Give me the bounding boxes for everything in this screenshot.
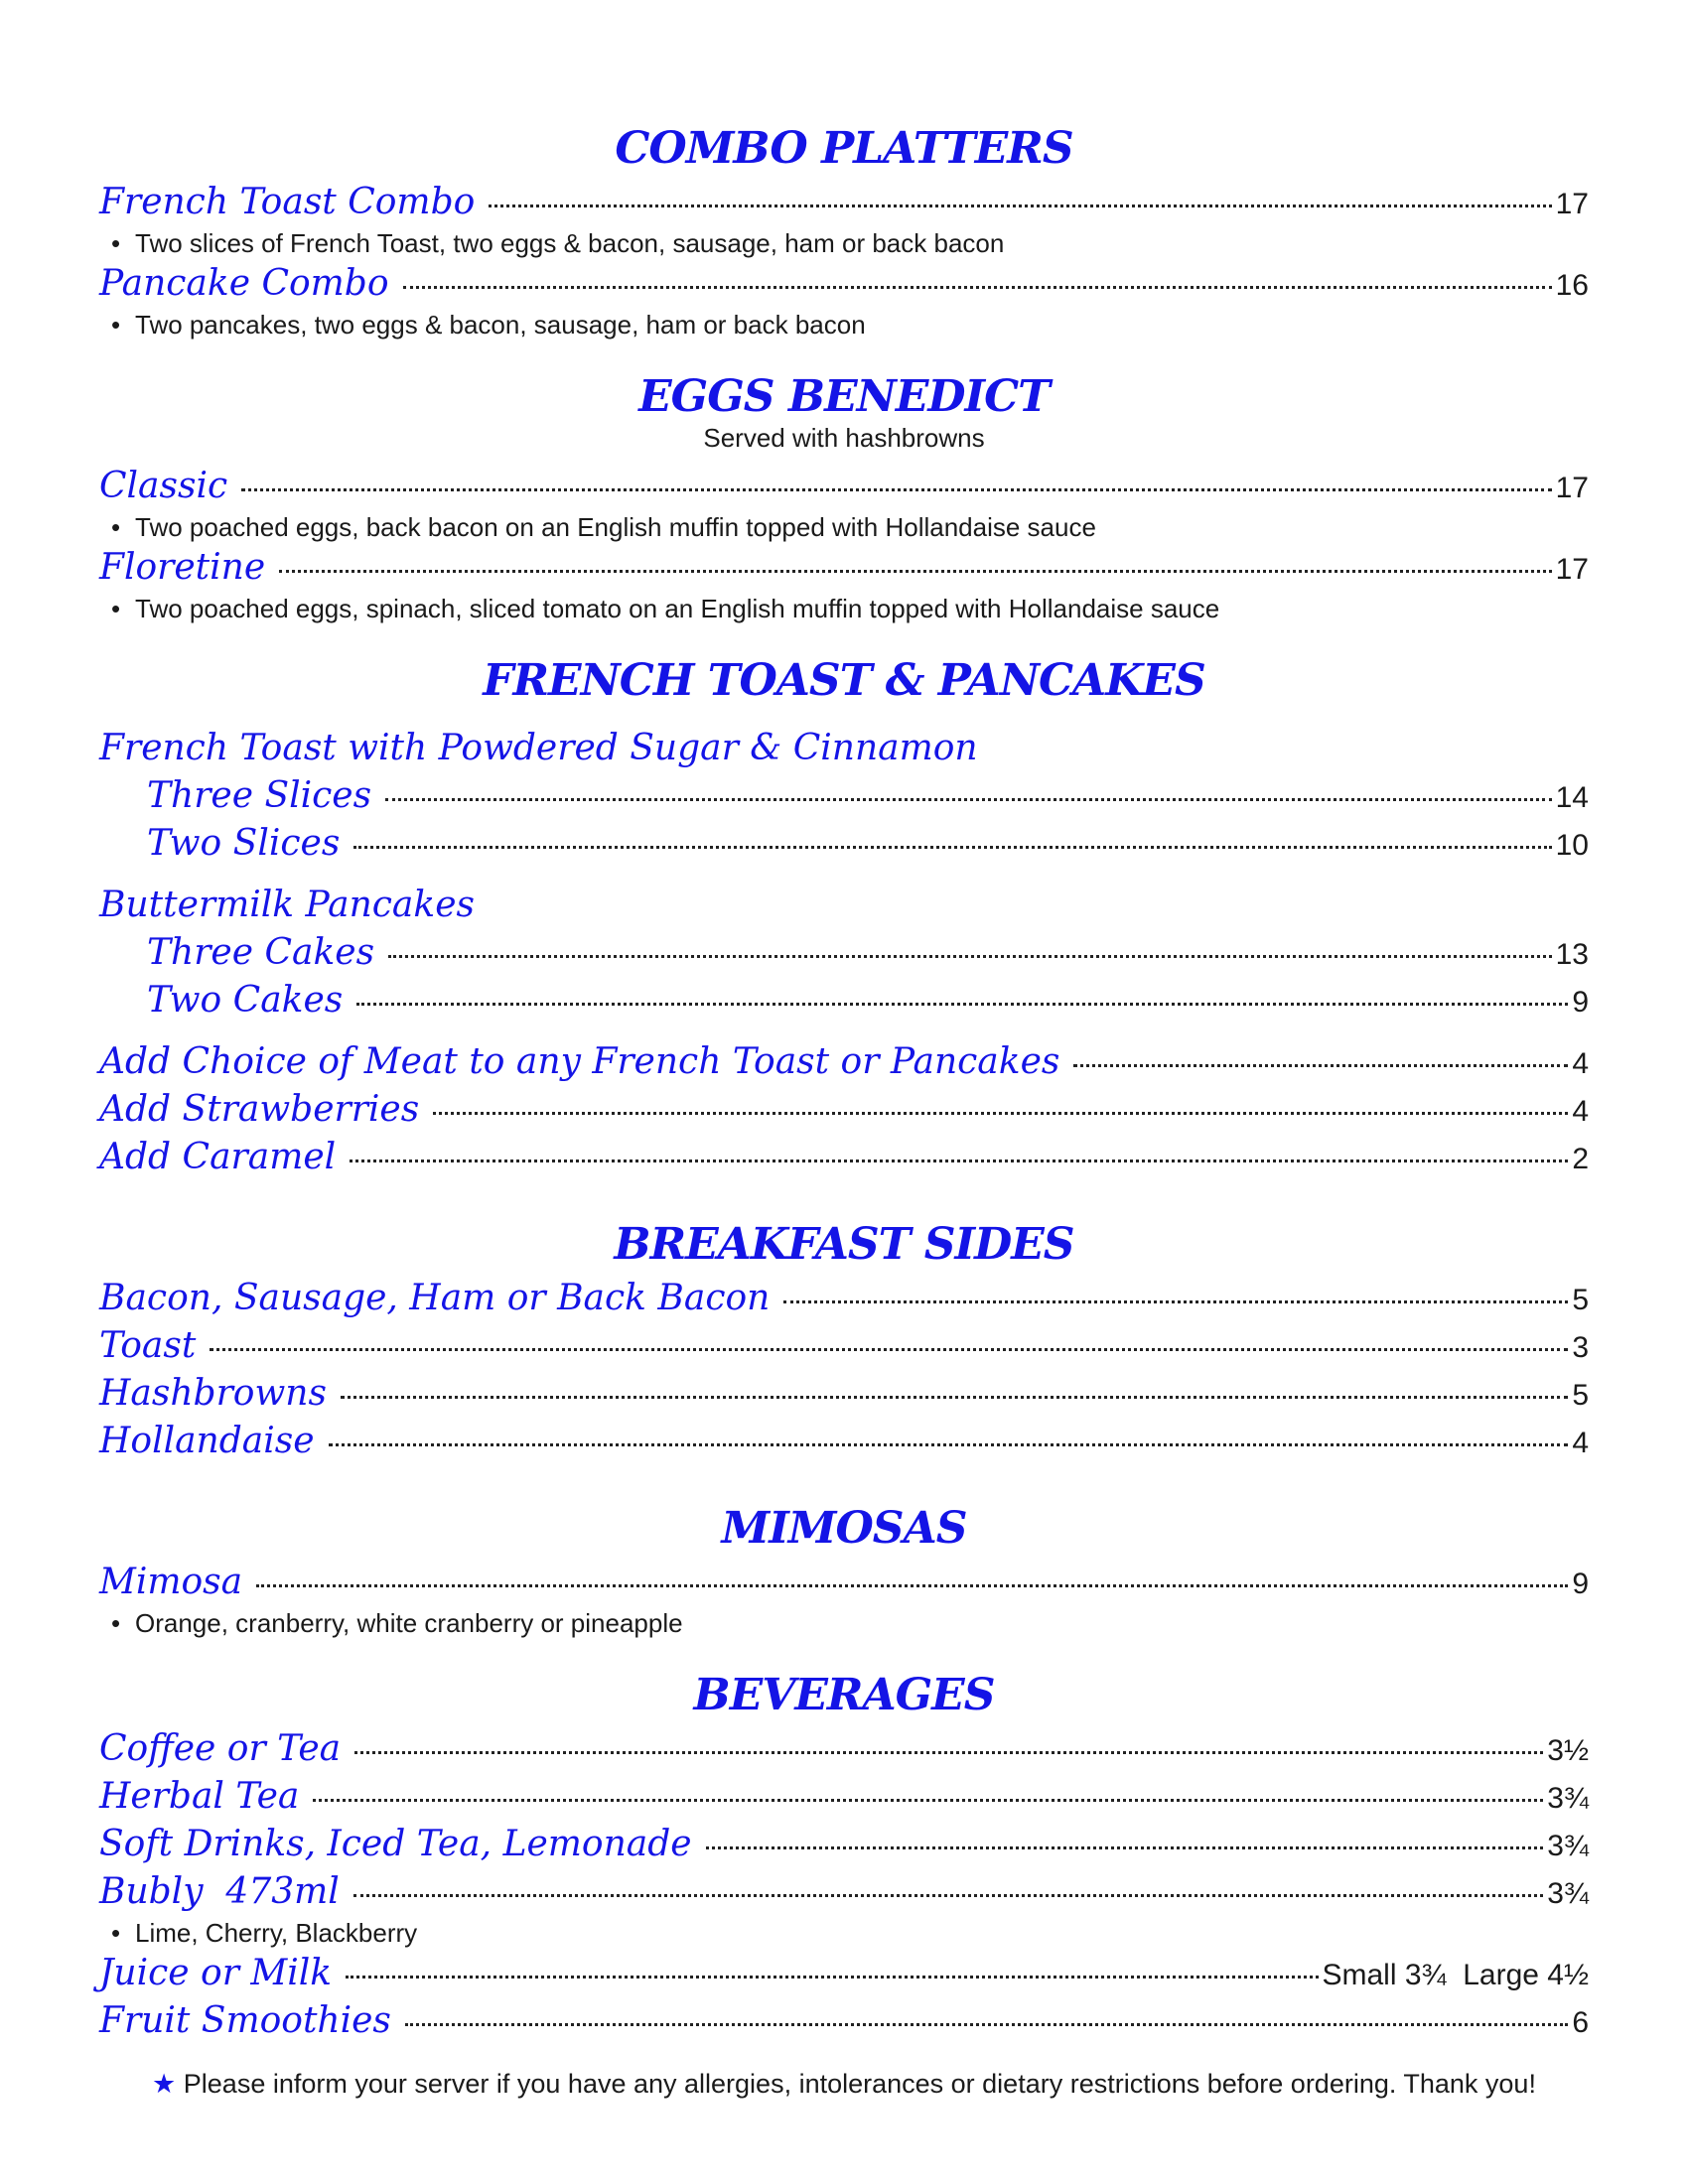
dot-leader bbox=[353, 846, 1551, 849]
item-name: Hashbrowns bbox=[99, 1373, 327, 1414]
item-price: 17 bbox=[1555, 472, 1589, 504]
dot-leader bbox=[356, 1003, 1568, 1006]
item-name: French Toast Combo bbox=[99, 182, 476, 222]
section-french-toast-pancakes bbox=[99, 651, 1589, 1181]
section-title: COMBO PLATTERS bbox=[615, 123, 1073, 174]
item-name: Bacon, Sausage, Ham or Back Bacon bbox=[99, 1278, 771, 1318]
menu-item bbox=[99, 1275, 1589, 1322]
bullet-icon: • bbox=[111, 594, 121, 623]
section-mimosas bbox=[99, 1499, 1589, 1640]
dot-leader bbox=[1073, 1064, 1568, 1067]
section-beverages bbox=[99, 1666, 1589, 2045]
dot-leader bbox=[341, 1396, 1568, 1399]
section-title: BREAKFAST SIDES bbox=[614, 1219, 1074, 1270]
addon-item bbox=[99, 1086, 1589, 1134]
item-price: 4 bbox=[1572, 1427, 1589, 1459]
bullet-icon: • bbox=[111, 228, 121, 258]
menu-option bbox=[99, 820, 1589, 868]
menu-option bbox=[99, 929, 1589, 977]
dot-leader bbox=[210, 1348, 1568, 1351]
dot-leader bbox=[385, 798, 1552, 801]
addon-price: 4 bbox=[1572, 1095, 1589, 1128]
option-price: 14 bbox=[1555, 781, 1589, 814]
dot-leader bbox=[279, 570, 1551, 573]
item-price: 6 bbox=[1572, 2006, 1589, 2039]
section-title: MIMOSAS bbox=[721, 1503, 967, 1554]
item-description: • Orange, cranberry, white cranberry or pineapple bbox=[111, 1608, 683, 1638]
dot-leader bbox=[706, 1846, 1544, 1849]
item-description: • Two slices of French Toast, two eggs & bacon, sausage, ham or back bacon bbox=[111, 228, 1005, 258]
item-name: Juice or Milk bbox=[99, 1953, 333, 1993]
item-price: 3 bbox=[1572, 1331, 1589, 1364]
item-description: • Two poached eggs, spinach, sliced tomato on an English muffin topped with Hollandaise sauce bbox=[111, 594, 1220, 623]
dot-leader bbox=[241, 488, 1551, 491]
menu-item bbox=[99, 1370, 1589, 1418]
dot-leader bbox=[256, 1584, 1568, 1587]
menu-item bbox=[99, 544, 1589, 592]
menu-item bbox=[99, 1997, 1589, 2045]
option-price: 9 bbox=[1572, 986, 1589, 1019]
menu-item bbox=[99, 463, 1589, 510]
section-title: BEVERAGES bbox=[693, 1670, 995, 1720]
section-title: EGGS BENEDICT bbox=[638, 371, 1050, 422]
dot-leader bbox=[783, 1300, 1568, 1303]
item-name: Toast bbox=[99, 1325, 197, 1366]
item-name: Bubly 473ml bbox=[99, 1871, 340, 1912]
allergy-notice-text: Please inform your server if you have any allergies, intolerances or dietary restrictions before ordering. Thank you! bbox=[183, 2069, 1536, 2099]
item-price: 9 bbox=[1572, 1568, 1589, 1600]
item-name: Classic bbox=[99, 466, 228, 506]
dot-leader bbox=[353, 1894, 1543, 1897]
section-combo-platters bbox=[99, 119, 1589, 341]
menu-item bbox=[99, 179, 1589, 226]
section-eggs-benedict bbox=[99, 367, 1589, 625]
menu-item bbox=[99, 1821, 1589, 1868]
menu-item bbox=[99, 1725, 1589, 1773]
item-price: 5 bbox=[1572, 1284, 1589, 1316]
menu-item bbox=[99, 1773, 1589, 1821]
addon-item bbox=[99, 1134, 1589, 1181]
dot-leader bbox=[403, 286, 1552, 289]
menu-option bbox=[99, 977, 1589, 1024]
dot-leader bbox=[489, 205, 1551, 207]
section-title: FRENCH TOAST & PANCAKES bbox=[483, 655, 1205, 706]
bullet-icon: • bbox=[111, 1608, 121, 1638]
menu-item bbox=[99, 1868, 1589, 1916]
item-price: 3¾ bbox=[1547, 1830, 1589, 1862]
dot-leader bbox=[313, 1799, 1543, 1802]
option-name: Three Slices bbox=[147, 775, 372, 816]
bullet-icon: • bbox=[111, 310, 121, 340]
addon-name: Add Choice of Meat to any French Toast or Pancakes bbox=[99, 1041, 1060, 1082]
option-name: Two Cakes bbox=[147, 980, 344, 1021]
item-price: 16 bbox=[1555, 269, 1589, 302]
addon-item bbox=[99, 1038, 1589, 1086]
item-name: Fruit Smoothies bbox=[99, 2000, 391, 2041]
item-price: 5 bbox=[1572, 1379, 1589, 1412]
dot-leader bbox=[354, 1751, 1543, 1754]
item-description: • Two pancakes, two eggs & bacon, sausage, ham or back bacon bbox=[111, 310, 866, 340]
addon-name: Add Caramel bbox=[99, 1137, 337, 1177]
section-subtitle: Served with hashbrowns bbox=[703, 423, 985, 453]
addon-price: 2 bbox=[1572, 1143, 1589, 1175]
item-name: Herbal Tea bbox=[99, 1776, 300, 1817]
dot-leader bbox=[329, 1443, 1569, 1446]
item-price: 17 bbox=[1555, 553, 1589, 586]
dot-leader bbox=[346, 1976, 1318, 1979]
addon-name: Add Strawberries bbox=[99, 1089, 420, 1130]
allergy-notice bbox=[99, 2069, 1589, 2100]
menu-item bbox=[99, 1950, 1589, 1997]
menu-option bbox=[99, 772, 1589, 820]
addon-price: 4 bbox=[1572, 1047, 1589, 1080]
item-price: 3¾ bbox=[1547, 1782, 1589, 1815]
section-breakfast-sides bbox=[99, 1215, 1589, 1465]
star-icon: ★ bbox=[152, 2069, 177, 2099]
bullet-icon: • bbox=[111, 512, 121, 542]
item-price: 17 bbox=[1555, 188, 1589, 220]
menu-item bbox=[99, 1322, 1589, 1370]
menu-item bbox=[99, 260, 1589, 308]
item-price: Small 3¾ Large 4½ bbox=[1322, 1959, 1589, 1991]
item-price: 3¾ bbox=[1547, 1877, 1589, 1910]
menu-item bbox=[99, 1418, 1589, 1465]
item-name: Soft Drinks, Iced Tea, Lemonade bbox=[99, 1824, 692, 1864]
menu-item bbox=[99, 1559, 1589, 1606]
item-description: • Lime, Cherry, Blackberry bbox=[111, 1918, 418, 1948]
dot-leader bbox=[405, 2023, 1568, 2026]
dot-leader bbox=[350, 1160, 1568, 1162]
item-description: • Two poached eggs, back bacon on an English muffin topped with Hollandaise sauce bbox=[111, 512, 1096, 542]
item-price: 3½ bbox=[1547, 1734, 1589, 1767]
item-name: Coffee or Tea bbox=[99, 1728, 342, 1769]
dot-leader bbox=[433, 1112, 1568, 1115]
option-price: 10 bbox=[1555, 829, 1589, 862]
option-name: Two Slices bbox=[147, 823, 341, 864]
group-heading: French Toast with Powdered Sugar & Cinnamon bbox=[99, 728, 978, 768]
dot-leader bbox=[388, 955, 1552, 958]
item-name: Hollandaise bbox=[99, 1421, 315, 1461]
item-name: Mimosa bbox=[99, 1562, 243, 1602]
option-price: 13 bbox=[1555, 938, 1589, 971]
item-name: Pancake Combo bbox=[99, 263, 389, 304]
bullet-icon: • bbox=[111, 1918, 121, 1948]
group-heading: Buttermilk Pancakes bbox=[99, 885, 475, 925]
item-name: Floretine bbox=[99, 547, 266, 588]
option-name: Three Cakes bbox=[147, 932, 375, 973]
